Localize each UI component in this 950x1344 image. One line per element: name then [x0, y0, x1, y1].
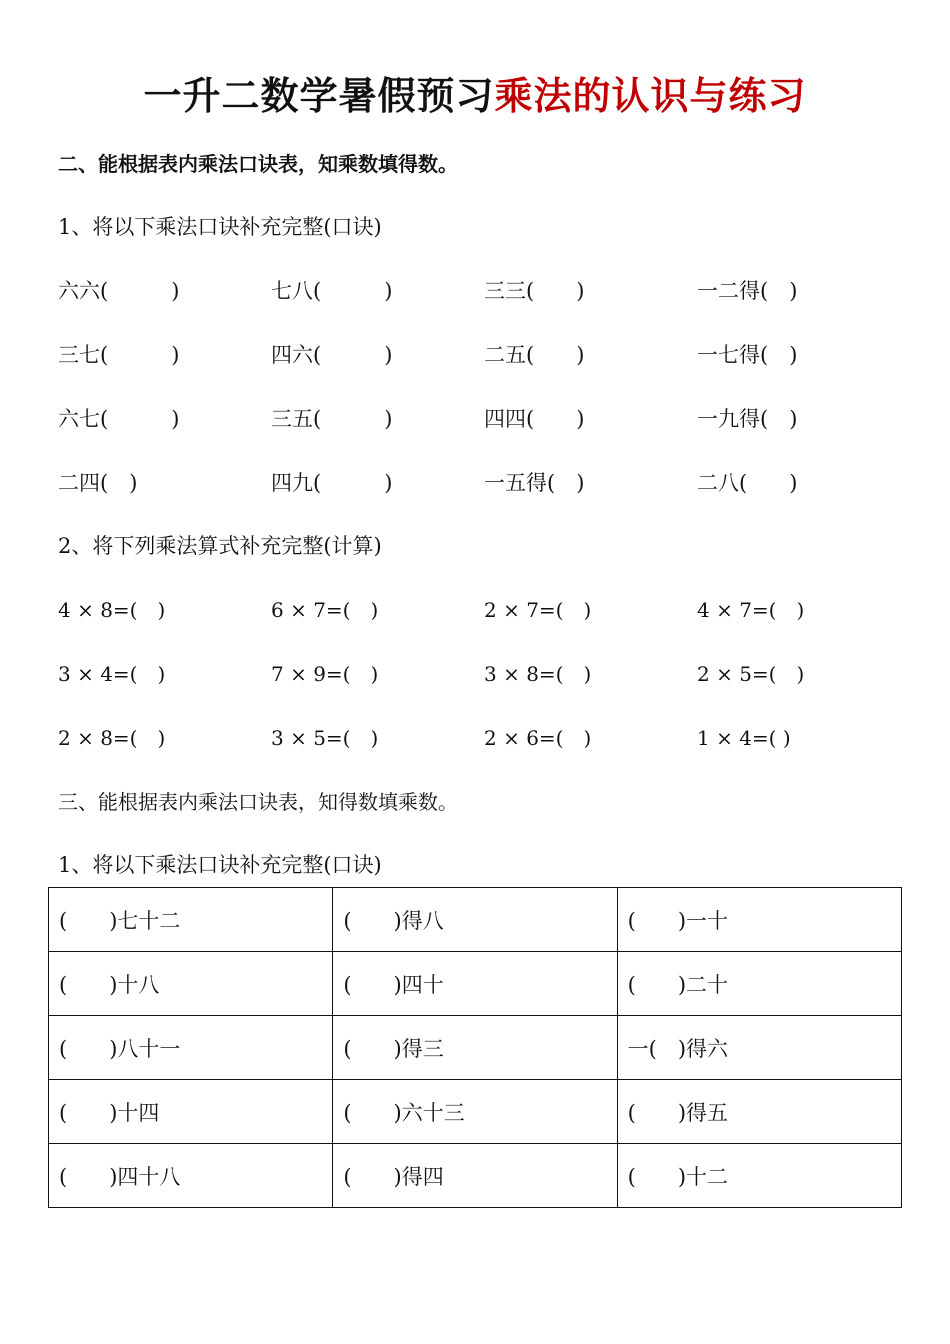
table-cell: ( )四十: [333, 952, 617, 1016]
table-cell: ( )六十三: [333, 1080, 617, 1144]
koujue-item: 七八( ): [271, 279, 393, 303]
equation-row: [58, 721, 918, 755]
table-row: [49, 952, 902, 1016]
table-cell: ( )四十八: [49, 1144, 333, 1208]
table-cell: ( )二十: [617, 952, 901, 1016]
koujue-row: [58, 274, 918, 308]
equation-item: 3 × 4=( ): [58, 662, 166, 686]
koujue-item: 六六( ): [58, 279, 180, 303]
table-row: [49, 1080, 902, 1144]
title-red-part: 乘法的认识与练习: [494, 74, 807, 118]
section-3-part-1-title: 1、将以下乘法口诀补充完整(口诀): [58, 853, 382, 877]
table-cell: 一( )得六: [617, 1016, 901, 1080]
koujue-item: 一五得( ): [484, 471, 585, 495]
equation-item: 6 × 7=( ): [271, 598, 379, 622]
koujue-item: 二四( ): [58, 471, 138, 495]
koujue-item: 六七( ): [58, 407, 180, 431]
koujue-item: 三三( ): [484, 279, 585, 303]
table-row: [49, 1144, 902, 1208]
table-cell: ( )十八: [49, 952, 333, 1016]
table-cell: ( )十二: [617, 1144, 901, 1208]
equation-item: 1 × 4=( ): [697, 726, 791, 750]
table-cell: ( )八十一: [49, 1016, 333, 1080]
table-cell: ( )得四: [333, 1144, 617, 1208]
koujue-row: [58, 466, 918, 500]
table-cell: ( )一十: [617, 888, 901, 952]
table-row: [49, 888, 902, 952]
equation-item: 2 × 7=( ): [484, 598, 592, 622]
koujue-item: 一九得( ): [697, 407, 798, 431]
section-2-part-2-title: 2、将下列乘法算式补充完整(计算): [58, 534, 382, 558]
section-2-part-1-title: 1、将以下乘法口诀补充完整(口诀): [58, 215, 382, 239]
koujue-item: 四九( ): [271, 471, 393, 495]
koujue-table: [48, 887, 902, 1208]
equation-row: [58, 593, 918, 627]
table-row: [49, 1016, 902, 1080]
equation-item: 7 × 9=( ): [271, 662, 379, 686]
koujue-item: 三五( ): [271, 407, 393, 431]
koujue-item: 三七( ): [58, 343, 180, 367]
koujue-item: 四四( ): [484, 407, 585, 431]
koujue-item: 一二得( ): [697, 279, 798, 303]
equation-item: 3 × 5=( ): [271, 726, 379, 750]
koujue-row: [58, 338, 918, 372]
page-title: [0, 66, 950, 126]
equation-item: 4 × 8=( ): [58, 598, 166, 622]
koujue-row: [58, 402, 918, 436]
equation-item: 2 × 6=( ): [484, 726, 592, 750]
table-cell: ( )得三: [333, 1016, 617, 1080]
table-cell: ( )得五: [617, 1080, 901, 1144]
section-3-heading: 三、能根据表内乘法口诀表，知得数填乘数。: [58, 790, 458, 814]
koujue-item: 二五( ): [484, 343, 585, 367]
equation-item: 3 × 8=( ): [484, 662, 592, 686]
equation-item: 2 × 8=( ): [58, 726, 166, 750]
koujue-item: 二八( ): [697, 471, 798, 495]
equation-item: 4 × 7=( ): [697, 598, 805, 622]
table-cell: ( )得八: [333, 888, 617, 952]
title-black-part: 一升二数学暑假预习: [143, 74, 495, 118]
equation-item: 2 × 5=( ): [697, 662, 805, 686]
equation-row: [58, 657, 918, 691]
table-cell: ( )七十二: [49, 888, 333, 952]
section-2-heading: 二、能根据表内乘法口诀表，知乘数填得数。: [58, 152, 458, 176]
koujue-item: 一七得( ): [697, 343, 798, 367]
koujue-item: 四六( ): [271, 343, 393, 367]
table-cell: ( )十四: [49, 1080, 333, 1144]
